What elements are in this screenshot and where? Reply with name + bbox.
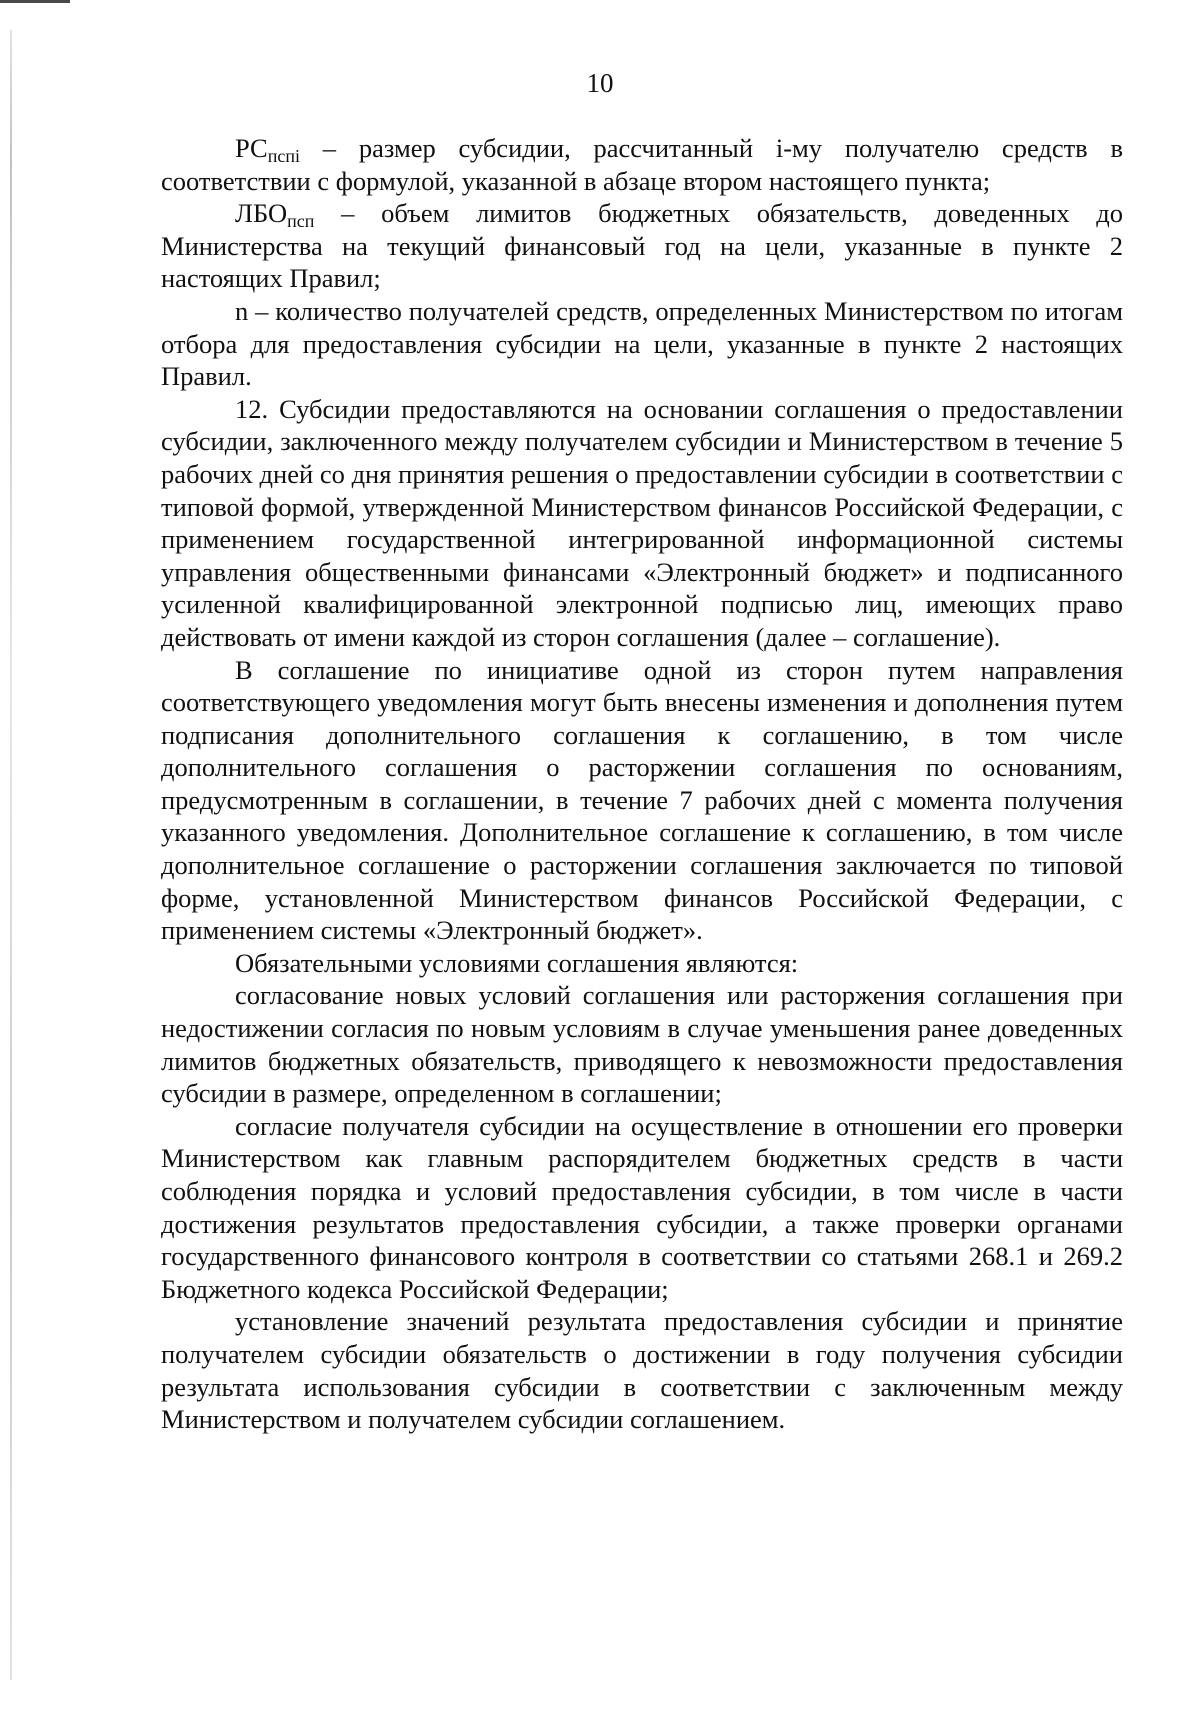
definition-n: n – количество получателей средств, определенных Министерством по итогам отбора для предоставления субсидии на цели, указанные в пункте 2 настоящих Правил. (161, 295, 1123, 392)
definition-rs (161, 132, 1123, 197)
page-number: 10 (586, 68, 614, 98)
definition-subscript: псп (287, 211, 315, 232)
paragraph-mandatory-conditions: Обязательными условиями соглашения являются: (235, 947, 799, 978)
condition-item: установление значений результата предоставления субсидии и принятие получателем субсидии обязательств о достижении в году получения субсидии результата использования субсидии в соответствии с заключенным между Министерством и получателем субсидии соглашением. (161, 1306, 1123, 1435)
definition-symbol: РС (235, 133, 268, 163)
scan-edge-shadow (10, 30, 12, 1680)
definition-text: – объем лимитов бюджетных обязательств, доведенных до Министерства на текущий финансовый год на цели, указанные в пункте 2 настоящих Правил; (161, 198, 1123, 294)
document-body (161, 132, 1123, 1436)
paragraph-amendments: В соглашение по инициативе одной из сторон путем направления соответствующего уведомления могут быть внесены изменения и дополнения путем подписания дополнительного соглашения к соглашению, в том числе дополнительного соглашения о расторжении соглашения по основаниям, предусмотренным в соглашении, в течение 7 рабочих дней с момента получения указанного уведомления. Дополнительное соглашение к соглашению, в том числе дополнительное соглашение о расторжении соглашения заключается по типовой форме, установленной Министерством финансов Российской Федерации, с применением системы «Электронный бюджет». (161, 654, 1123, 946)
clause-12: 12. Субсидии предоставляются на основании соглашения о предоставлении субсидии, заключенного между получателем субсидии и Министерством в течение 5 рабочих дней со дня принятия решения о предоставлении субсидии в соответствии с типовой формой, утвержденной Министерством финансов Российской Федерации, с применением государственной интегрированной информационной системы управления общественными финансами «Электронный бюджет» и подписанного усиленной квалифицированной электронной подписью лиц, имеющих право действовать от имени каждой из сторон соглашения (далее – соглашение). (161, 393, 1123, 652)
definition-lbo (161, 197, 1123, 295)
definition-symbol: ЛБО (235, 198, 288, 229)
scan-edge-mark (0, 0, 70, 3)
condition-item: согласие получателя субсидии на осуществление в отношении его проверки Министерством как главным распорядителем бюджетных средств в части соблюдения порядка и условий предоставления субсидии, в том числе в части достижения результатов предоставления субсидии, а также проверки органами государственного финансового контроля в соответствии со статьями 268.1 и 269.2 Бюджетного кодекса Российской Федерации; (161, 1110, 1123, 1304)
definition-subscript: пспi (267, 146, 301, 166)
condition-item: согласование новых условий соглашения или расторжения соглашения при недостижении согласия по новым условиям в случае уменьшения ранее доведенных лимитов бюджетных обязательств, приводящего к невозможности предоставления субсидии в размере, определенном в соглашении; (161, 980, 1123, 1109)
definition-text: – размер субсидии, рассчитанный i-му получателю средств в соответствии с формулой, указанной в абзаце втором настоящего пункта; (161, 133, 1123, 196)
